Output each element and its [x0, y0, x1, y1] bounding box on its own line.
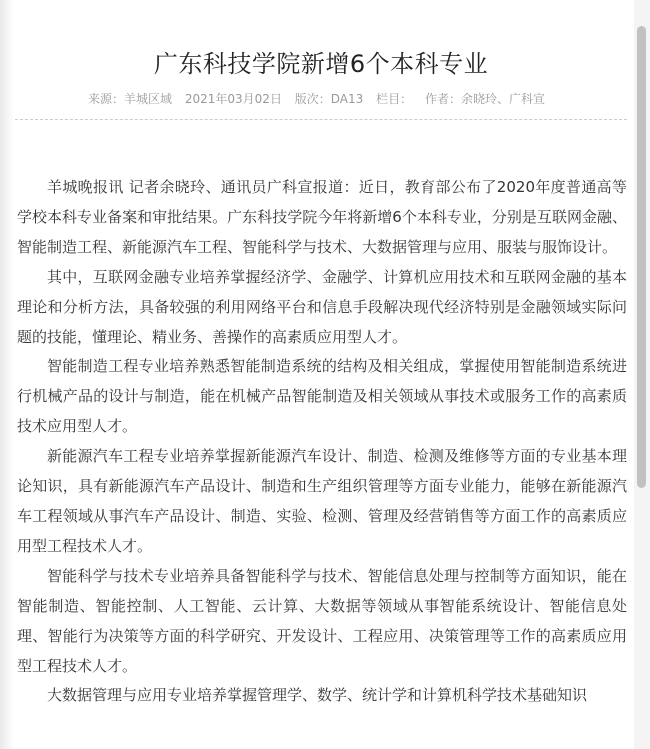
article-paragraph: 智能科学与技术专业培养具备智能科学与技术、智能信息处理与控制等方面知识，能在智能制造、智能控制、人工智能、云计算、大数据等领域从事智能系统设计、智能信息处理、智能行为决策等方面的科学研究、开发设计、工程应用、决策管理等工作的高素质应用型工程技术人才。: [17, 566, 627, 675]
vertical-scrollbar[interactable]: [634, 0, 650, 749]
article-paragraph: 智能制造工程专业培养熟悉智能制造系统的结构及相关组成，掌握使用智能制造系统进行机械产品的设计与制造，能在机械产品智能制造及相关领域从事技术或服务工作的高素质技术应用型人才。: [17, 357, 627, 436]
meta-source: 来源：羊城区域: [88, 92, 173, 106]
article-meta: [15, 90, 627, 107]
meta-date: 2021年03月02日: [184, 92, 282, 106]
meta-author: 作者：余晓玲、广科宣: [424, 92, 545, 106]
article-body: [17, 173, 627, 711]
left-edge-shadow: [0, 0, 14, 749]
meta-edition: 版次：DA13: [294, 92, 364, 106]
article-paragraph: 羊城晚报讯 记者余晓玲、通讯员广科宣报道：近日，教育部公布了2020年度普通高等学校本科专业备案和审批结果。广东科技学院今年将新增6个本科专业，分别是互联网金融、智能制造工程、新能源汽车工程、智能科学与技术、大数据管理与应用、服装与服饰设计。: [17, 178, 627, 256]
article-paragraph: 新能源汽车工程专业培养掌握新能源汽车设计、制造、检测及维修等方面的专业基本理论知识，具有新能源汽车产品设计、制造和生产组织管理等方面专业能力，能够在新能源汽车工程领域从事汽车产品设计、制造、实验、检测、管理及经营销售等方面工作的高素质应用型工程技术人才。: [17, 447, 627, 555]
meta-column: 栏目：: [376, 92, 413, 106]
article-paragraph: 其中，互联网金融专业培养掌握经济学、金融学、计算机应用技术和互联网金融的基本理论和分析方法，具备较强的利用网络平台和信息手段解决现代经济特别是金融领域实际问题的技能，懂理论、精业务、善操作的高素质应用型人才。: [17, 267, 627, 346]
title-divider: [15, 119, 627, 120]
article-paragraph: 大数据管理与应用专业培养掌握管理学、数学、统计学和计算机科学技术基础知识: [47, 686, 588, 705]
article-title: 广东科技学院新增6个本科专业: [153, 50, 489, 78]
scrollbar-thumb[interactable]: [637, 26, 646, 488]
article-page: [15, 0, 627, 749]
